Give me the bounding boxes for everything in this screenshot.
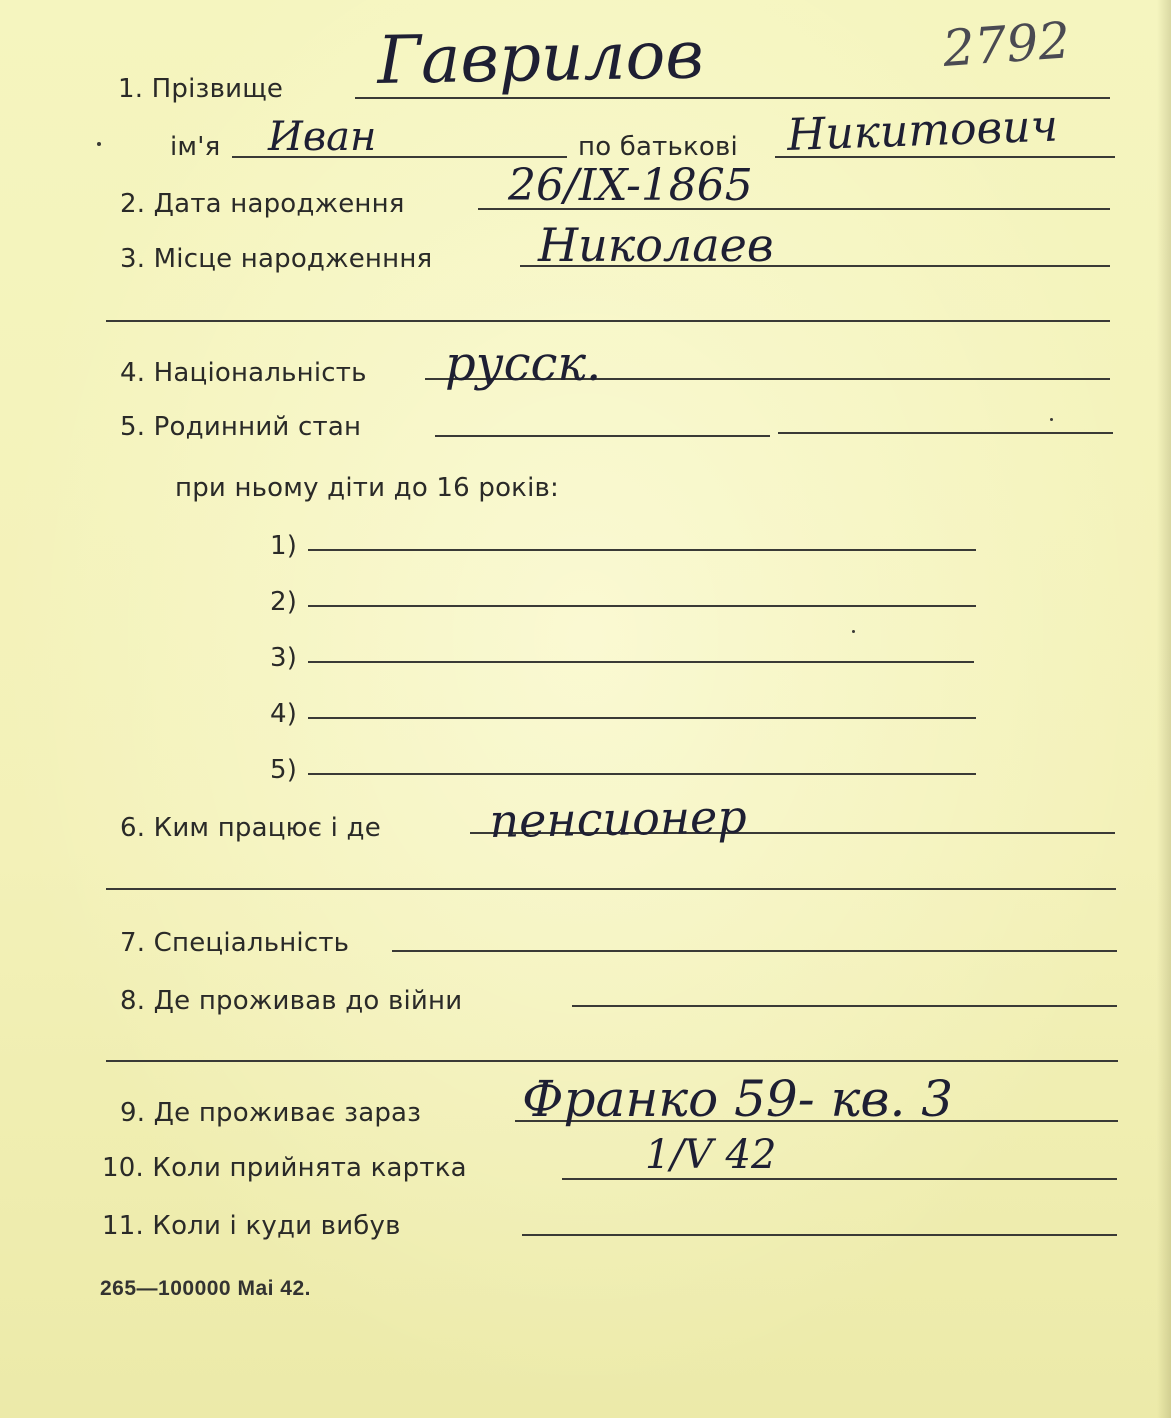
current-residence-handwritten: Франко 59- кв. 3 bbox=[522, 1070, 954, 1128]
paper-speck bbox=[1050, 418, 1053, 421]
prewar-residence-extra-line bbox=[106, 1060, 1118, 1062]
work-label: 6. Ким працює і де bbox=[120, 813, 381, 843]
child-4-line bbox=[308, 717, 976, 719]
birth-date-label: 2. Дата народження bbox=[120, 189, 405, 219]
birth-date-handwritten: 26/IX-1865 bbox=[508, 160, 753, 211]
child-2-label: 2) bbox=[270, 587, 298, 617]
family-status-label: 5. Родинний стан bbox=[120, 412, 362, 442]
work-extra-line bbox=[106, 888, 1116, 890]
child-2-line bbox=[308, 605, 976, 607]
print-info: 265—100000 Mai 42. bbox=[100, 1277, 311, 1300]
specialty-label: 7. Спеціальність bbox=[120, 928, 350, 958]
birth-place-label: 3. Місце народженння bbox=[120, 244, 433, 274]
birth-place-handwritten: Николаев bbox=[538, 218, 774, 272]
family-status-line-1 bbox=[435, 435, 770, 437]
nationality-handwritten: русск. bbox=[445, 336, 602, 392]
birth-place-extra-line bbox=[106, 320, 1110, 322]
paper-speck bbox=[97, 142, 101, 146]
children-label: при ньому діти до 16 років: bbox=[175, 473, 559, 503]
registration-number-handwritten: 2792 bbox=[940, 11, 1072, 79]
child-4-label: 4) bbox=[270, 699, 298, 729]
child-5-label: 5) bbox=[270, 755, 298, 785]
work-handwritten: пенсионер bbox=[489, 789, 748, 848]
patronymic-label: по батькові bbox=[578, 132, 738, 162]
paper-speck bbox=[852, 630, 855, 633]
surname-handwritten: Гаврилов bbox=[376, 16, 705, 99]
child-3-label: 3) bbox=[270, 643, 298, 673]
child-5-line bbox=[308, 773, 976, 775]
departure-label: 11. Коли і куди вибув bbox=[102, 1211, 401, 1241]
prewar-residence-label: 8. Де проживав до війни bbox=[120, 986, 463, 1016]
patronymic-handwritten: Никитович bbox=[786, 100, 1059, 161]
surname-label: 1. Прізвище bbox=[118, 74, 284, 104]
card-accepted-handwritten: 1/V 42 bbox=[645, 1132, 777, 1178]
prewar-residence-line bbox=[572, 1005, 1117, 1007]
card-accepted-line bbox=[562, 1178, 1117, 1180]
child-1-label: 1) bbox=[270, 531, 298, 561]
child-3-line bbox=[308, 661, 974, 663]
name-label: ім'я bbox=[170, 132, 221, 162]
specialty-line bbox=[392, 950, 1117, 952]
name-handwritten: Иван bbox=[268, 114, 377, 160]
card-accepted-label: 10. Коли прийнята картка bbox=[102, 1153, 467, 1183]
child-1-line bbox=[308, 549, 976, 551]
departure-line bbox=[522, 1234, 1117, 1236]
current-residence-label: 9. Де проживає зараз bbox=[120, 1098, 422, 1128]
family-status-line-2 bbox=[778, 432, 1113, 434]
nationality-label: 4. Національність bbox=[120, 358, 367, 388]
